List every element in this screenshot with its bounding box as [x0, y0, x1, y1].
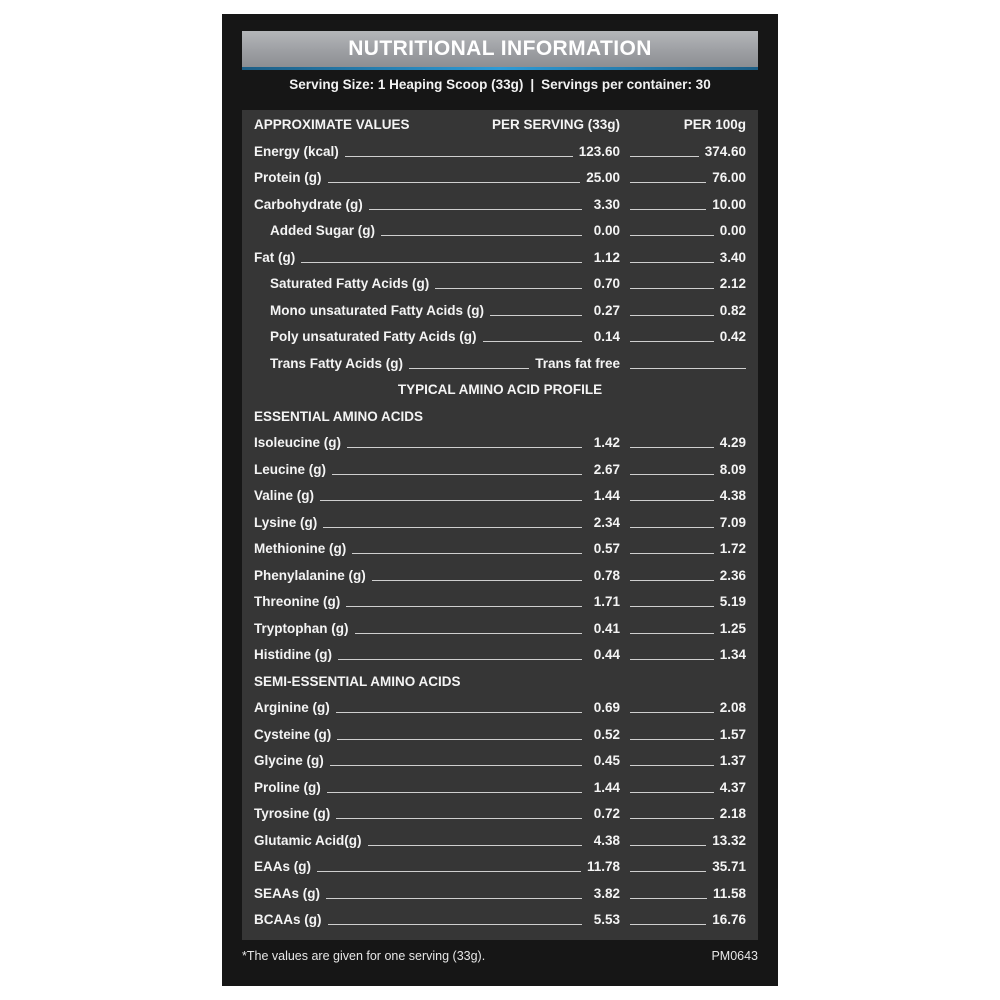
col-header-per-serving: PER SERVING (33g) — [491, 117, 620, 132]
per-serving-value: 0.69 — [588, 695, 620, 721]
per-100g-value: 2.36 — [714, 563, 746, 589]
per-100g-value: 10.00 — [706, 192, 746, 218]
table-row — [242, 271, 758, 297]
nutrient-name: Protein (g) — [254, 165, 328, 191]
nutrient-name: Valine (g) — [254, 483, 320, 509]
nutrient-name: Histidine (g) — [254, 642, 338, 668]
nutrient-name: Poly unsaturated Fatty Acids (g) — [270, 324, 483, 350]
per-100g-value: 4.29 — [714, 430, 746, 456]
nutrient-name: Phenylalanine (g) — [254, 563, 372, 589]
table-row — [242, 828, 758, 854]
per-serving-value: 0.45 — [588, 748, 620, 774]
per-100g-value: 1.25 — [714, 616, 746, 642]
table-row — [242, 642, 758, 668]
nutrient-name: Threonine (g) — [254, 589, 346, 615]
per-serving-value: 0.57 — [588, 536, 620, 562]
per-serving-value: 0.41 — [588, 616, 620, 642]
per-serving-value: 5.53 — [588, 907, 620, 933]
table-row — [242, 563, 758, 589]
nutrient-name: SEAAs (g) — [254, 881, 326, 907]
per-serving-value: 0.27 — [588, 298, 620, 324]
per-serving-value: 1.42 — [588, 430, 620, 456]
table-row — [242, 881, 758, 907]
per-serving-value: 3.30 — [588, 192, 620, 218]
table-row — [242, 430, 758, 456]
nutrient-name: Lysine (g) — [254, 510, 323, 536]
nutrient-name: Energy (kcal) — [254, 139, 345, 165]
per-100g-value: 4.37 — [714, 775, 746, 801]
per-100g-value: 0.00 — [714, 218, 746, 244]
per-100g-value: 8.09 — [714, 457, 746, 483]
table-row — [242, 695, 758, 721]
table-row — [242, 907, 758, 933]
table-row — [242, 351, 758, 377]
col-header-values: APPROXIMATE VALUES — [254, 112, 416, 138]
per-100g-value: 7.09 — [714, 510, 746, 536]
per-100g-value: 2.12 — [714, 271, 746, 297]
col-header-per-100g: PER 100g — [683, 117, 746, 132]
serving-info — [222, 77, 778, 92]
semi-essential-amino-heading: SEMI-ESSENTIAL AMINO ACIDS — [254, 673, 461, 689]
per-100g-value: 1.37 — [714, 748, 746, 774]
table-row — [242, 298, 758, 324]
serving-separator: | — [530, 77, 535, 92]
per-100g-value: 2.08 — [714, 695, 746, 721]
per-100g-value: 1.57 — [714, 722, 746, 748]
per-100g-value: 3.40 — [714, 245, 746, 271]
table-row — [242, 457, 758, 483]
nutrient-name: Trans Fatty Acids (g) — [270, 351, 409, 377]
nutrient-name: Leucine (g) — [254, 457, 332, 483]
nutrient-name: BCAAs (g) — [254, 907, 328, 933]
per-serving-value: 123.60 — [573, 139, 620, 165]
nutrient-name: Arginine (g) — [254, 695, 336, 721]
per-serving-value: 25.00 — [580, 165, 620, 191]
per-serving-value: 0.70 — [588, 271, 620, 297]
per-serving-value: 4.38 — [588, 828, 620, 854]
table-row — [242, 854, 758, 880]
servings-per-container: Servings per container: 30 — [541, 77, 711, 92]
leader-line — [282, 500, 582, 501]
per-100g-value: 1.72 — [714, 536, 746, 562]
per-100g-value: 13.32 — [706, 828, 746, 854]
per-100g-value: 76.00 — [706, 165, 746, 191]
title-accent-line — [242, 67, 758, 70]
per-100g-value: 2.18 — [714, 801, 746, 827]
per-100g-value: 0.42 — [714, 324, 746, 350]
product-code: PM0643 — [711, 949, 758, 963]
per-serving-value: 0.00 — [588, 218, 620, 244]
per-serving-value: 1.12 — [588, 245, 620, 271]
table-row — [242, 801, 758, 827]
nutrition-title: NUTRITIONAL INFORMATION — [348, 37, 652, 60]
per-100g-value: 1.34 — [714, 642, 746, 668]
table-row — [242, 616, 758, 642]
leader-line — [282, 898, 582, 899]
leader-line — [282, 262, 582, 263]
leader-line — [282, 792, 582, 793]
per-100g-value: 0.82 — [714, 298, 746, 324]
leader-line — [282, 527, 582, 528]
nutrient-name: Isoleucine (g) — [254, 430, 347, 456]
per-serving-value: 2.34 — [588, 510, 620, 536]
table-row — [242, 218, 758, 244]
per-serving-value: 1.44 — [588, 483, 620, 509]
table-row — [242, 536, 758, 562]
per-serving-value: 1.44 — [588, 775, 620, 801]
nutrition-label-card — [222, 14, 778, 986]
per-100g-value: 11.58 — [707, 881, 746, 907]
per-serving-value: 0.44 — [588, 642, 620, 668]
nutrient-name: Carbohydrate (g) — [254, 192, 369, 218]
nutrient-name: Tyrosine (g) — [254, 801, 336, 827]
leader-line — [630, 368, 746, 369]
table-row — [242, 722, 758, 748]
nutrient-name: Added Sugar (g) — [270, 218, 381, 244]
table-row — [242, 192, 758, 218]
table-row — [242, 324, 758, 350]
leader-line — [282, 871, 582, 872]
nutrient-name: Glutamic Acid(g) — [254, 828, 368, 854]
per-100g-value: 16.76 — [706, 907, 746, 933]
per-serving-value: Trans fat free — [529, 351, 620, 377]
nutrient-name: Methionine (g) — [254, 536, 352, 562]
per-100g-value: 374.60 — [699, 139, 746, 165]
table-row — [242, 245, 758, 271]
per-100g-value: 5.19 — [714, 589, 746, 615]
table-row — [242, 165, 758, 191]
per-serving-value: 0.72 — [588, 801, 620, 827]
title-bar — [242, 31, 758, 67]
per-serving-value: 0.52 — [588, 722, 620, 748]
nutrient-name: Proline (g) — [254, 775, 327, 801]
per-serving-value: 0.14 — [588, 324, 620, 350]
serving-size: Serving Size: 1 Heaping Scoop (33g) — [289, 77, 524, 92]
nutrition-table — [242, 110, 758, 940]
table-row — [242, 483, 758, 509]
per-100g-value: 4.38 — [714, 483, 746, 509]
table-row — [242, 748, 758, 774]
amino-profile-heading: TYPICAL AMINO ACID PROFILE — [397, 382, 603, 397]
footnote: *The values are given for one serving (33g). — [242, 949, 486, 963]
nutrient-name: Tryptophan (g) — [254, 616, 355, 642]
per-serving-value: 1.71 — [588, 589, 620, 615]
nutrient-name: Saturated Fatty Acids (g) — [270, 271, 435, 297]
table-row — [242, 775, 758, 801]
nutrient-name: Fat (g) — [254, 245, 301, 271]
per-100g-value: 35.71 — [706, 854, 746, 880]
per-serving-value: 11.78 — [581, 854, 620, 880]
nutrient-name: Cysteine (g) — [254, 722, 337, 748]
nutrient-name: Glycine (g) — [254, 748, 330, 774]
essential-amino-heading: ESSENTIAL AMINO ACIDS — [254, 408, 424, 424]
table-row — [242, 589, 758, 615]
per-serving-value: 0.78 — [588, 563, 620, 589]
per-serving-value: 2.67 — [588, 457, 620, 483]
table-row — [242, 139, 758, 165]
per-serving-value: 3.82 — [588, 881, 620, 907]
nutrient-name: Mono unsaturated Fatty Acids (g) — [270, 298, 490, 324]
table-header-row — [242, 112, 758, 138]
nutrient-name: EAAs (g) — [254, 854, 317, 880]
table-row — [242, 510, 758, 536]
